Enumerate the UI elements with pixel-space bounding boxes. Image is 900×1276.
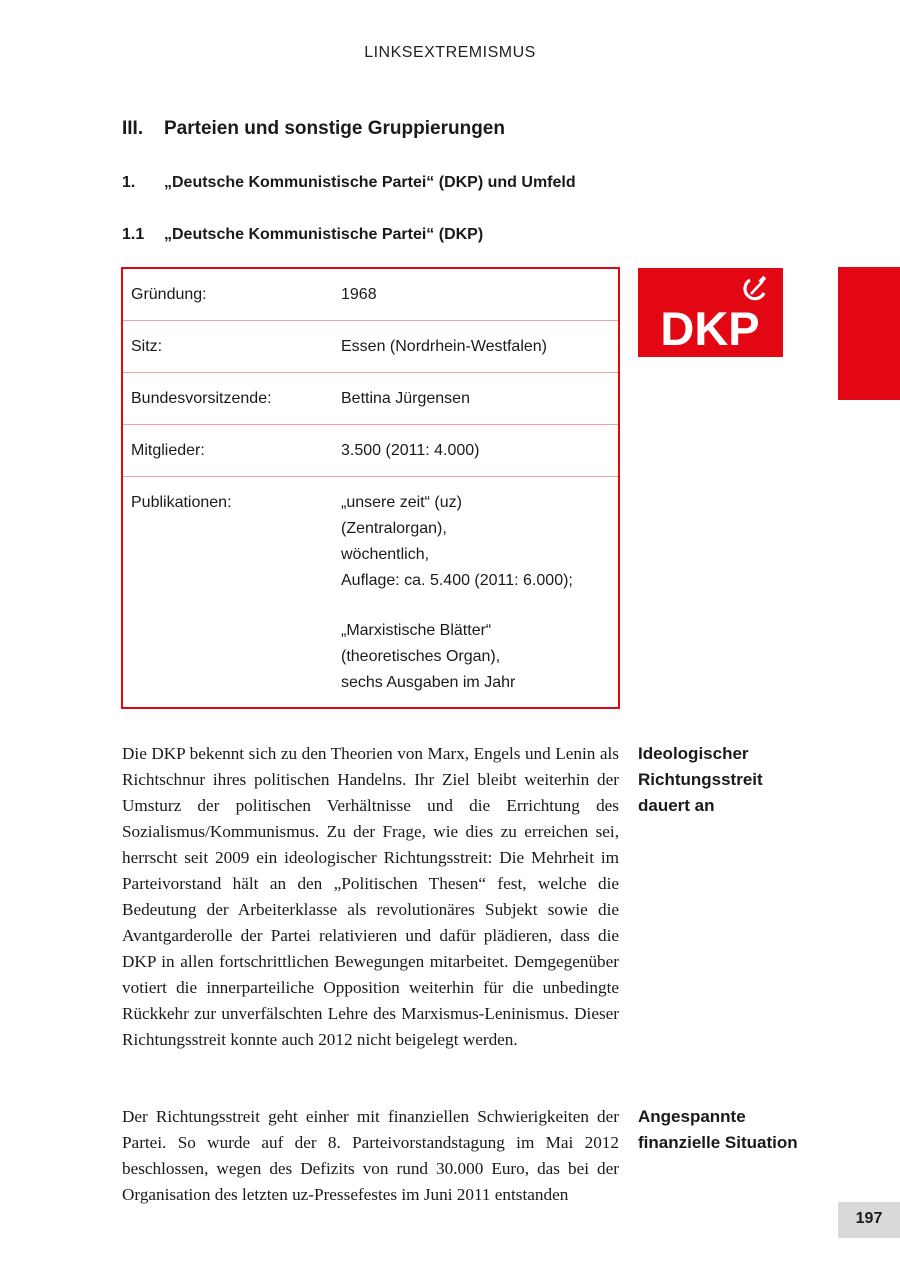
publication-line: sechs Ausgaben im Jahr bbox=[341, 674, 516, 691]
marginal-line: Ideologischer bbox=[638, 744, 749, 763]
dkp-logo-graphic bbox=[638, 268, 783, 357]
fact-row-founding bbox=[123, 269, 618, 320]
publication-uz bbox=[341, 490, 610, 594]
subsection-title-1-1: „Deutsche Kommunistische Partei“ (DKP) bbox=[164, 226, 484, 243]
subsection-title-1: „Deutsche Kommunistische Partei“ (DKP) und Umfeld bbox=[164, 174, 576, 191]
fact-label: Publikationen: bbox=[131, 494, 232, 511]
fact-row-publications bbox=[123, 476, 618, 707]
publication-line: Auflage: ca. 5.400 (2011: 6.000); bbox=[341, 572, 573, 589]
fact-value-publications bbox=[341, 477, 618, 707]
body-paragraph-2: Der Richtungsstreit geht einher mit finanziellen Schwierigkeiten der Partei. So wurde auf der 8. Parteivorstandstagung im Mai 2012 beschlossen, wegen des Defizits von rund 30.000 Euro, das bei der Organisation des letzten uz-Pressefestes im Juni 2011 entstanden bbox=[122, 1107, 619, 1204]
publication-line: (Zentralorgan), bbox=[341, 520, 447, 537]
marginal-line: Angespannte bbox=[638, 1107, 746, 1126]
marginal-note-1 bbox=[638, 741, 838, 819]
publication-line: „unsere zeit“ (uz) bbox=[341, 494, 462, 511]
fact-row-chair bbox=[123, 372, 618, 424]
marginal-line: Richtungsstreit bbox=[638, 770, 763, 789]
running-head: LINKSEXTREMISMUS bbox=[364, 44, 536, 61]
subsection-heading-1 bbox=[122, 174, 576, 192]
fact-label: Gründung: bbox=[131, 286, 207, 303]
body-paragraph-1: Die DKP bekennt sich zu den Theorien von Marx, Engels und Lenin als Richtschnur ihres politischen Handelns. Ihr Ziel bleibt weiterhin der Umsturz der politischen Verhältnisse und die Errichtung des Sozialismus/Kommunismus. Zu der Frage, wie dies zu erreichen sei, herrscht seit 2009 ein ideologischer Richtungsstreit: Die Mehrheit im Parteivorstand hält an den „Politischen Thesen“ fest, welche die Bedeutung der Arbeiterklasse als revolutionäres Subjekt sowie die Avantgarderolle der Partei relativieren und dafür plädieren, dass die DKP in allen fortschrittlichen Bewegungen mitarbeitet. Demgegenüber votiert die innerparteiliche Opposition weiterhin für die unbedingte Rückkehr zur unverfälschten Lehre des Marxismus-Leninismus. Dieser Richtungsstreit konnte auch 2012 nicht beigelegt werden. bbox=[122, 744, 619, 1049]
fact-row-members bbox=[123, 424, 618, 476]
publication-line: wöchentlich, bbox=[341, 546, 430, 563]
fact-label: Sitz: bbox=[131, 338, 163, 355]
page-number: 197 bbox=[838, 1202, 900, 1238]
fact-value: 1968 bbox=[341, 286, 377, 303]
subsection-heading-1-1 bbox=[122, 226, 483, 244]
chapter-tab bbox=[838, 267, 900, 400]
logo-text: DKP bbox=[660, 302, 760, 355]
subsection-number-1: 1. bbox=[122, 174, 136, 191]
marginal-line: finanzielle Situation bbox=[638, 1133, 798, 1152]
fact-label: Bundesvorsitzende: bbox=[131, 390, 272, 407]
fact-value: Essen (Nordrhein-Westfalen) bbox=[341, 338, 548, 355]
dkp-logo bbox=[638, 268, 783, 357]
marginal-line: dauert an bbox=[638, 796, 715, 815]
publication-marxistische-blaetter bbox=[341, 618, 610, 696]
section-heading bbox=[122, 118, 505, 140]
marginal-note-2 bbox=[638, 1104, 838, 1156]
subsection-number-1-1: 1.1 bbox=[122, 226, 145, 243]
fact-value: Bettina Jürgensen bbox=[341, 390, 470, 407]
publication-line: „Marxistische Blätter“ bbox=[341, 622, 492, 639]
section-title: Parteien und sonstige Gruppierungen bbox=[164, 118, 505, 139]
fact-label: Mitglieder: bbox=[131, 442, 205, 459]
fact-value: 3.500 (2011: 4.000) bbox=[341, 442, 480, 459]
fact-table bbox=[121, 267, 620, 709]
section-number: III. bbox=[122, 118, 144, 139]
fact-row-seat bbox=[123, 320, 618, 372]
publication-line: (theoretisches Organ), bbox=[341, 648, 501, 665]
